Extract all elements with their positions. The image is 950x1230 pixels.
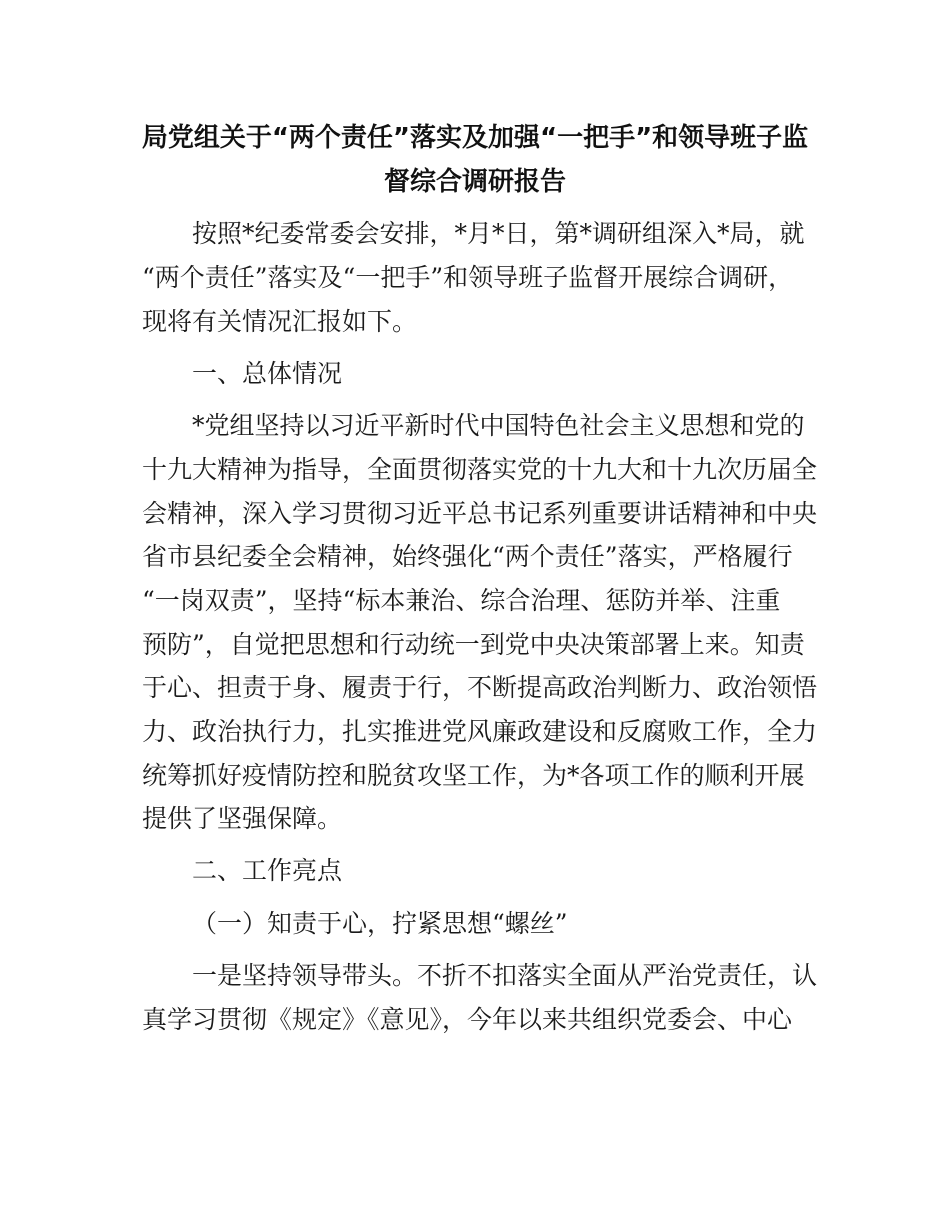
document-title-line-1: 局党组关于“两个责任”落实及加强“一把手”和领导班子监 [141,123,809,153]
section-1-line-3: 会精神，深入学习贯彻习近平总书记系列重要讲话精神和中央 [142,499,818,528]
intro-line-3: 现将有关情况汇报如下。 [142,307,418,336]
section-1-line-9: 统筹抓好疫情防控和脱贫攻坚工作，为*各项工作的顺利开展 [142,761,805,790]
subsection-1-heading: （一）知责于心，拧紧思想“螺丝” [192,909,568,938]
section-1-line-1: *党组坚持以习近平新时代中国特色社会主义思想和党的 [192,411,805,440]
section-1-line-2: 十九大精神为指导，全面贯彻落实党的十九大和十九次历届全 [142,455,818,484]
section-1-line-4: 省市县纪委全会精神，始终强化“两个责任”落实，严格履行 [142,542,793,571]
section-1-line-7: 于心、担责于身、履责于行，不断提高政治判断力、政治领悟 [142,673,818,702]
section-1-line-6: 预防”，自觉把思想和行动统一到党中央决策部署上来。知责 [142,630,805,659]
section-2-heading: 二、工作亮点 [192,856,343,885]
subsection-1-line-2: 真学习贯彻《规定》《意见》，今年以来共组织党委会、中心 [142,1005,793,1034]
section-1-line-10: 提供了坚强保障。 [142,804,343,833]
section-1-heading: 一、总体情况 [192,359,343,388]
section-1-line-8: 力、政治执行力，扎实推进党风廉政建设和反腐败工作，全力 [142,717,818,746]
document-title-line-2: 督综合调研报告 [383,167,566,197]
intro-line-1: 按照*纪委常委会安排，*月*日，第*调研组深入*局，就 [192,219,805,248]
intro-line-2: “两个责任”落实及“一把手”和领导班子监督开展综合调研， [142,263,794,292]
subsection-1-line-1: 一是坚持领导带头。不折不扣落实全面从严治党责任，认 [192,961,818,990]
section-1-line-5: “一岗双责”，坚持“标本兼治、综合治理、惩防并举、注重 [142,586,781,615]
